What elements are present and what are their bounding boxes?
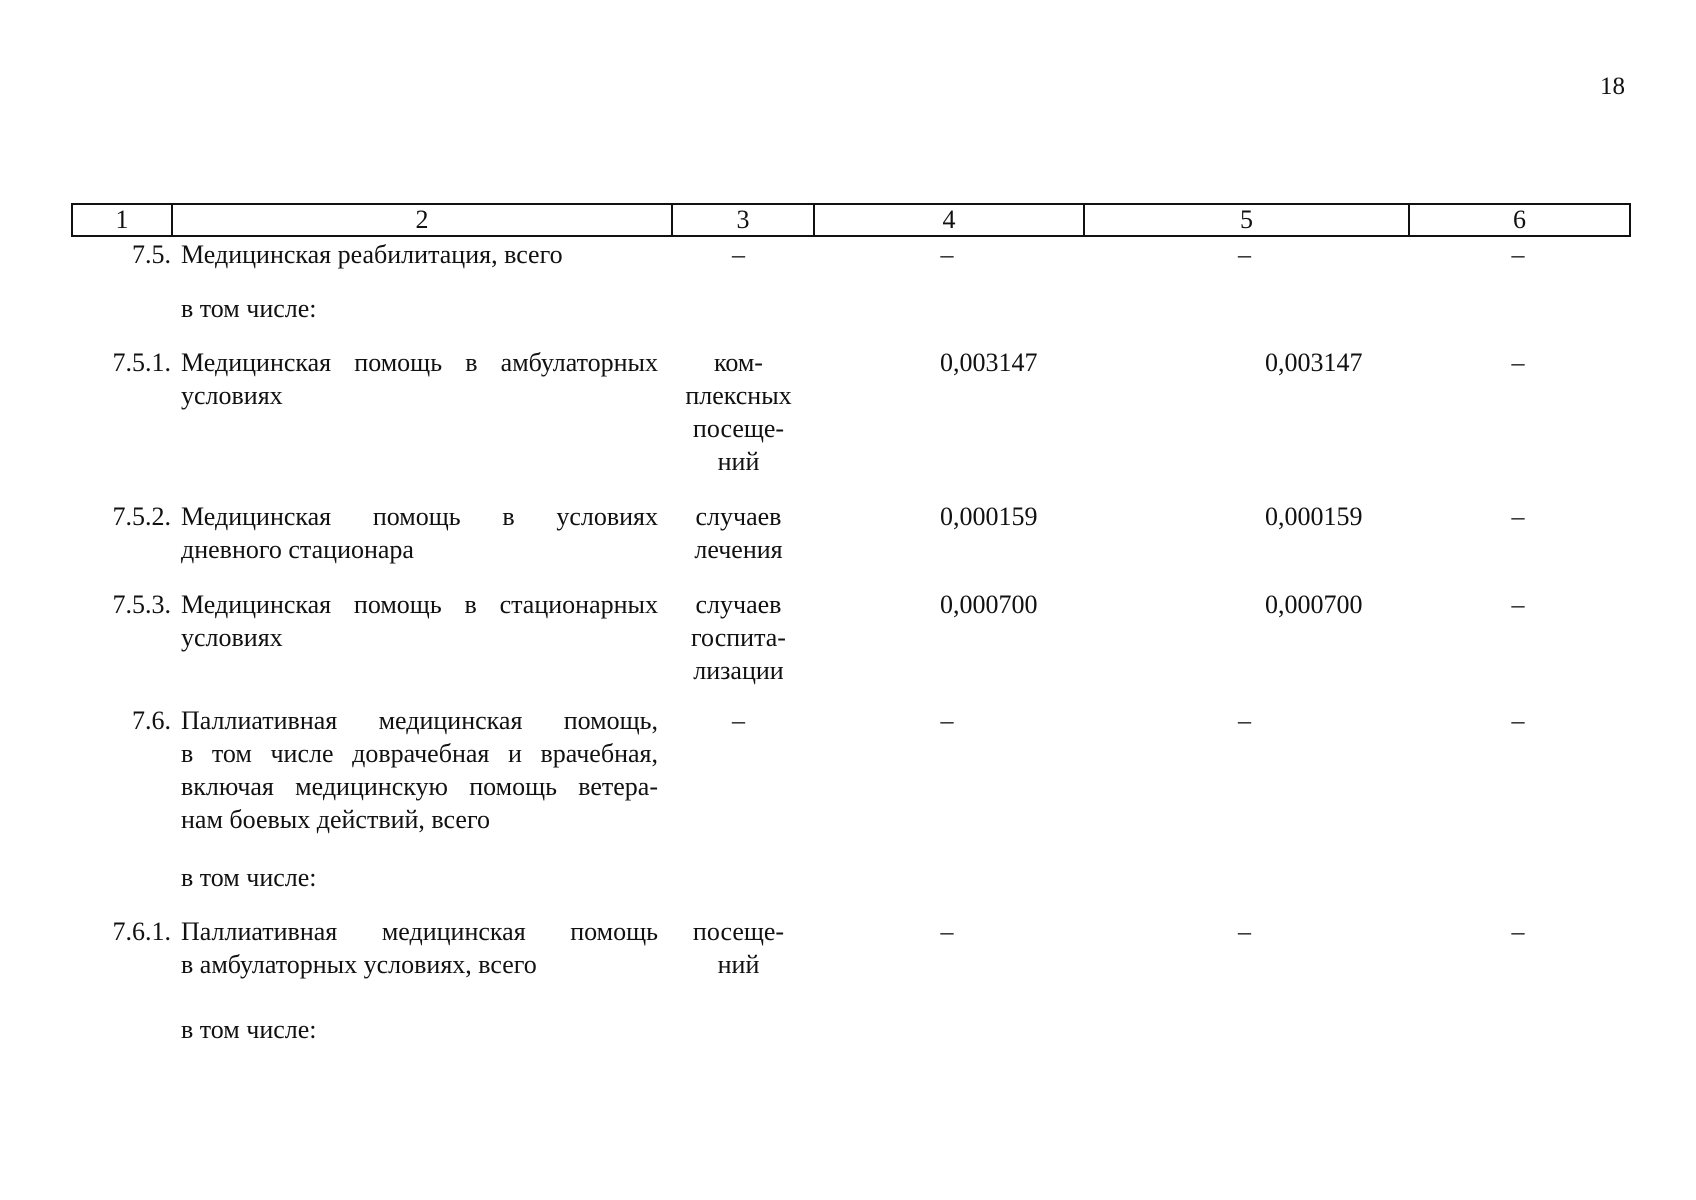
row-name-line: Медицинская помощь в условиях bbox=[181, 502, 658, 531]
row-value-col5: 0,000159 bbox=[1265, 502, 1363, 531]
row-value-col6: – bbox=[1511, 502, 1525, 531]
row-value-col6: – bbox=[1511, 917, 1525, 946]
row-unit-line: посеще- bbox=[692, 414, 785, 443]
column-header-row bbox=[72, 204, 1630, 236]
row-value-col5: 0,003147 bbox=[1265, 348, 1363, 377]
row-value-col4: 0,003147 bbox=[940, 348, 1038, 377]
row-name bbox=[181, 861, 658, 894]
row-value-col5: – bbox=[1238, 240, 1251, 269]
row-value-col6: – bbox=[1511, 240, 1525, 269]
row-value-col4: 0,000700 bbox=[940, 590, 1038, 619]
row-name-line: Паллиативная медицинская помощь, bbox=[181, 706, 658, 735]
row-unit-line: госпита- bbox=[691, 623, 786, 652]
row-name bbox=[181, 588, 658, 654]
row-value-col6: – bbox=[1511, 706, 1525, 735]
row-value-col4: 0,000159 bbox=[940, 502, 1038, 531]
column-header-3: 3 bbox=[672, 204, 814, 236]
row-name-line: в том числе: bbox=[181, 1015, 317, 1044]
row-unit bbox=[670, 915, 807, 981]
row-number: 7.6.1. bbox=[112, 917, 171, 946]
row-name-line: Паллиативная медицинская помощь bbox=[181, 917, 658, 946]
row-name-line: нам боевых действий, всего bbox=[181, 805, 490, 834]
row-name-line: Медицинская помощь в стационарных bbox=[181, 590, 658, 619]
row-value-col5: – bbox=[1238, 706, 1251, 735]
row-number: 7.5.3. bbox=[112, 590, 171, 619]
row-name bbox=[181, 238, 658, 271]
row-name-line: Медицинская помощь в амбулаторных bbox=[181, 348, 658, 377]
row-name-line: в том числе: bbox=[181, 863, 317, 892]
row-name bbox=[181, 915, 658, 981]
row-name bbox=[181, 704, 658, 836]
row-unit-line: ний bbox=[717, 447, 760, 476]
row-unit-line: посеще- bbox=[692, 917, 785, 946]
row-name bbox=[181, 292, 658, 325]
row-name-line: в том числе доврачебная и врачебная, bbox=[181, 739, 658, 768]
page-number: 18 bbox=[1600, 73, 1625, 100]
row-number: 7.5.2. bbox=[112, 502, 171, 531]
row-name bbox=[181, 346, 658, 412]
row-unit bbox=[670, 346, 807, 478]
row-value-col4: – bbox=[940, 240, 954, 269]
row-unit bbox=[670, 500, 807, 566]
row-name bbox=[181, 500, 658, 566]
column-header-table bbox=[71, 203, 1631, 237]
row-number: 7.6. bbox=[132, 706, 171, 735]
column-header-1: 1 bbox=[72, 204, 172, 236]
row-name-line: дневного стационара bbox=[181, 535, 414, 564]
row-unit-line: плексных bbox=[685, 381, 792, 410]
row-unit-line: – bbox=[732, 706, 745, 735]
column-header-6: 6 bbox=[1409, 204, 1630, 236]
row-value-col5: – bbox=[1238, 917, 1251, 946]
row-unit-line: лизации bbox=[693, 656, 784, 685]
row-name-line: в том числе: bbox=[181, 294, 317, 323]
row-number: 7.5. bbox=[132, 240, 171, 269]
row-unit bbox=[670, 704, 807, 737]
row-name bbox=[181, 1013, 658, 1046]
column-header-2: 2 bbox=[172, 204, 672, 236]
row-value-col5: 0,000700 bbox=[1265, 590, 1363, 619]
row-value-col4: – bbox=[940, 917, 954, 946]
row-name-line: в амбулаторных условиях, всего bbox=[181, 950, 537, 979]
row-unit-line: случаев bbox=[695, 590, 782, 619]
row-value-col6: – bbox=[1511, 590, 1525, 619]
row-unit-line: случаев bbox=[695, 502, 782, 531]
row-unit-line: ком- bbox=[714, 348, 763, 377]
row-unit-line: ний bbox=[717, 950, 760, 979]
row-name-line: условиях bbox=[181, 381, 283, 410]
row-value-col4: – bbox=[940, 706, 954, 735]
row-name-line: включая медицинскую помощь ветера- bbox=[181, 772, 658, 801]
row-unit bbox=[670, 588, 807, 687]
row-name-line: условиях bbox=[181, 623, 283, 652]
row-unit bbox=[670, 238, 807, 271]
row-unit-line: – bbox=[732, 240, 745, 269]
row-unit-line: лечения bbox=[694, 535, 783, 564]
column-header-4: 4 bbox=[814, 204, 1084, 236]
column-header-5: 5 bbox=[1084, 204, 1409, 236]
row-value-col6: – bbox=[1511, 348, 1525, 377]
row-name-line: Медицинская реабилитация, всего bbox=[181, 240, 563, 269]
row-number: 7.5.1. bbox=[112, 348, 171, 377]
